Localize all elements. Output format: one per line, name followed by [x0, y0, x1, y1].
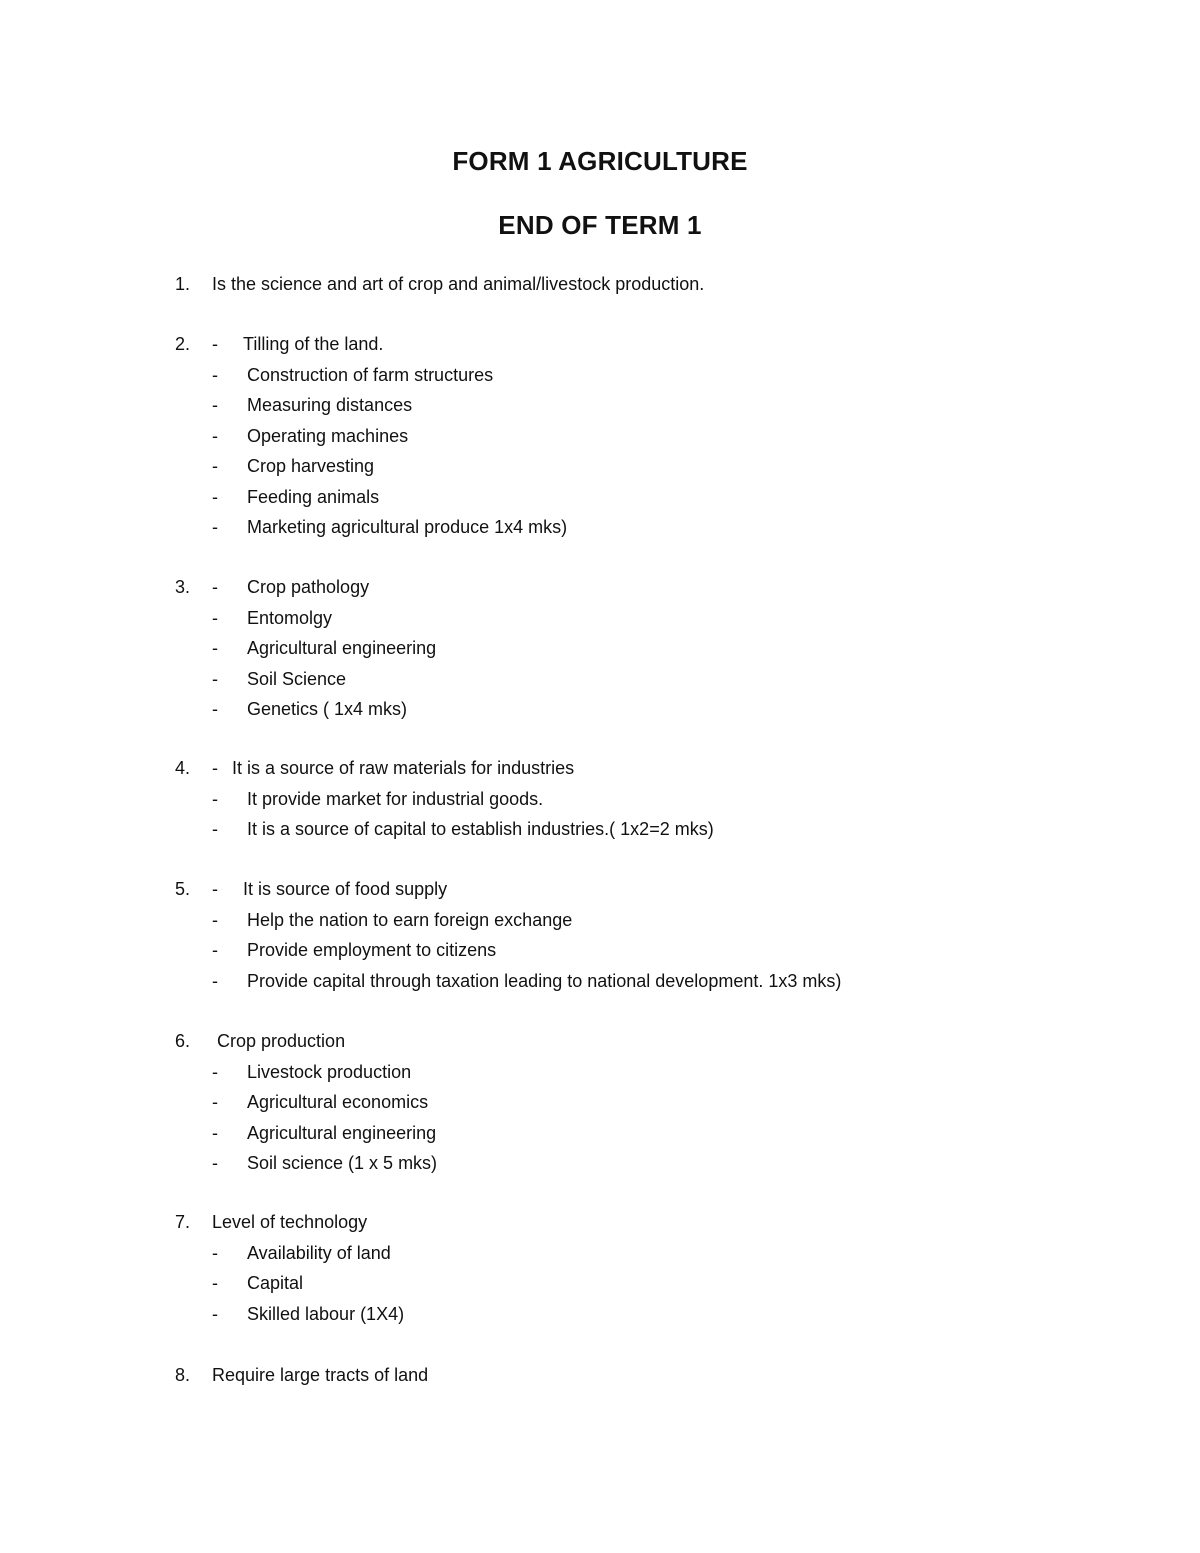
bullet-dash: - [212, 1153, 218, 1173]
answer-line: It is source of food supply [243, 879, 448, 899]
answer-number: 1. [175, 274, 191, 294]
bullet-dash: - [212, 668, 218, 689]
answer-number: 6. [175, 1031, 191, 1051]
answer-line: Provide employment to citizens [247, 940, 497, 960]
bullet-dash: - [212, 1122, 218, 1143]
answer-line: Soil science (1 x 5 mks) [247, 1153, 438, 1173]
answer-number: 7. [175, 1212, 191, 1232]
answer-number: 8. [175, 1365, 191, 1385]
answer-line: Agricultural engineering [247, 1122, 437, 1143]
answer-number: 2. [175, 334, 191, 354]
answer-number: 3. [175, 577, 191, 597]
bullet-dash: - [212, 1092, 218, 1112]
bullet-dash: - [212, 456, 218, 476]
answer-line: Construction of farm structures [247, 364, 494, 385]
bullet-dash: - [212, 607, 218, 628]
answer-line: It is a source of raw materials for industries [232, 758, 575, 778]
answer-line: Operating machines [247, 425, 409, 446]
answer-line: Genetics ( 1x4 mks) [247, 699, 408, 719]
bullet-dash: - [212, 364, 218, 385]
answer-line: Crop production [217, 1031, 346, 1051]
bullet-dash: - [212, 395, 218, 415]
answer-line: Availability of land [247, 1242, 391, 1263]
bullet-dash: - [212, 1061, 218, 1082]
bullet-dash: - [212, 1273, 218, 1293]
bullet-dash: - [212, 909, 218, 930]
answer-line: Agricultural economics [247, 1092, 429, 1112]
bullet-dash: - [212, 788, 218, 809]
bullet-dash: - [212, 334, 218, 354]
bullet-dash: - [212, 758, 218, 778]
answer-line: Capital [247, 1273, 304, 1293]
answer-line: Entomolgy [247, 607, 333, 628]
bullet-dash: - [212, 517, 218, 537]
bullet-dash: - [212, 940, 218, 960]
answer-line: Tilling of the land. [243, 334, 384, 354]
bullet-dash: - [212, 879, 218, 899]
answer-line: Soil Science [247, 668, 347, 689]
answer-line: Livestock production [247, 1061, 412, 1082]
answer-line: It is a source of capital to establish industries.( 1x2=2 mks) [247, 819, 714, 839]
document-title: FORM 1 AGRICULTURE [452, 146, 748, 176]
answer-number: 5. [175, 879, 191, 899]
answer-line: Crop harvesting [247, 456, 375, 476]
answer-line: Marketing agricultural produce 1x4 mks) [247, 517, 568, 537]
answer-line: Help the nation to earn foreign exchange [247, 909, 573, 930]
answer-line: Crop pathology [247, 577, 370, 597]
answer-line: It provide market for industrial goods. [247, 788, 544, 809]
bullet-dash: - [212, 970, 218, 991]
bullet-dash: - [212, 577, 218, 597]
bullet-dash: - [212, 699, 218, 719]
answer-line: Require large tracts of land [212, 1365, 429, 1385]
bullet-dash: - [212, 1242, 218, 1263]
answer-line: Agricultural engineering [247, 638, 437, 658]
bullet-dash: - [212, 819, 218, 839]
bullet-dash: - [212, 486, 218, 507]
answer-number: 4. [175, 758, 191, 778]
answer-line: Feeding animals [247, 486, 380, 507]
answer-line: Level of technology [212, 1212, 368, 1232]
answer-line: Measuring distances [247, 395, 413, 415]
answer-line: Provide capital through taxation leading to national development. 1x3 mks) [247, 970, 842, 991]
bullet-dash: - [212, 425, 218, 446]
answer-line: Is the science and art of crop and animal/livestock production. [212, 274, 705, 294]
answer-line: Skilled labour (1X4) [247, 1303, 405, 1324]
bullet-dash: - [212, 638, 218, 658]
document-subtitle: END OF TERM 1 [498, 210, 702, 240]
bullet-dash: - [212, 1303, 218, 1324]
